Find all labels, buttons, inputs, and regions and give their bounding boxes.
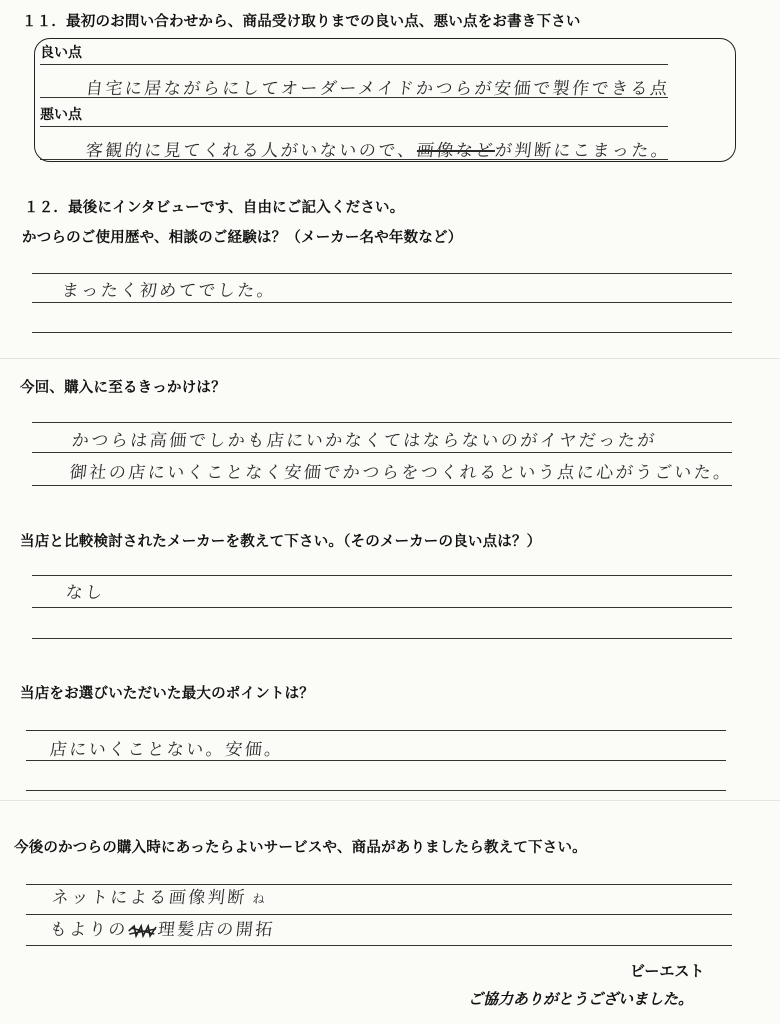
answer-line bbox=[32, 485, 732, 486]
trigger-answer-line1: かつらは高価でしかも店にいかなくてはならないのがイヤだったが bbox=[70, 431, 658, 451]
answer-line bbox=[40, 64, 668, 65]
answer-line bbox=[32, 422, 732, 423]
answer-line bbox=[26, 760, 726, 761]
answer-line bbox=[32, 607, 732, 608]
scribble-mark bbox=[127, 924, 158, 938]
q11-title: １１．最初のお問い合わせから、商品受け取りまでの良い点、悪い点をお書き下さい bbox=[22, 14, 581, 30]
bad-answer-after: が判断にこまった。 bbox=[493, 141, 672, 161]
bad-answer bbox=[85, 136, 672, 161]
service-answer-tail: ね bbox=[251, 892, 268, 906]
good-answer: 自宅に居ながらにしてオーダーメイドかつらが安価で製作できる点 bbox=[84, 79, 671, 99]
answer-line bbox=[26, 730, 726, 731]
good-label: 良い点 bbox=[40, 45, 82, 61]
answer-line bbox=[32, 575, 732, 576]
service-question: 今後のかつらの購入時にあったらよいサービスや、商品がありましたら教えて下さい。 bbox=[14, 840, 587, 856]
answer-line bbox=[40, 126, 668, 127]
answer-line bbox=[40, 97, 668, 98]
answer-line bbox=[32, 452, 732, 453]
service-answer-line1 bbox=[51, 883, 269, 908]
service-answer-line2 bbox=[49, 915, 277, 940]
thanks-message: ご協力ありがとうございました。 bbox=[468, 990, 694, 1008]
point-answer: 店にいくことない。安価。 bbox=[48, 740, 285, 760]
answer-line bbox=[32, 273, 732, 274]
paper-fold bbox=[0, 358, 780, 359]
answer-line bbox=[26, 790, 726, 791]
answer-line bbox=[32, 638, 732, 639]
answer-line bbox=[32, 332, 732, 333]
bad-answer-before: 客観的に見てくれる人がいないので、 bbox=[84, 141, 418, 161]
answer-line bbox=[40, 159, 668, 160]
point-question: 当店をお選びいただいた最大のポイントは？ bbox=[20, 686, 314, 702]
service-answer-text: ネットによる画像判断 bbox=[50, 888, 248, 908]
history-answer: まったく初めてでした。 bbox=[60, 281, 278, 301]
bad-label: 悪い点 bbox=[40, 107, 82, 123]
trigger-answer-line2: 御社の店にいくことなく安価でかつらをつくれるという点に心がうごいた。 bbox=[68, 463, 734, 483]
service-answer-after: 理髪店の開拓 bbox=[156, 920, 276, 940]
history-question: かつらのご使用歴や、相談のご経験は？（メーカー名や年数など） bbox=[22, 230, 463, 246]
paper-fold bbox=[0, 800, 780, 801]
bad-answer-struck: 画像など bbox=[415, 141, 496, 161]
answer-line bbox=[32, 302, 732, 303]
service-answer-before: もよりの bbox=[48, 920, 129, 940]
q12-title: １２．最後にインタビューです、自由にご記入ください。 bbox=[24, 200, 405, 216]
company-name: ビーエスト bbox=[630, 962, 705, 980]
trigger-question: 今回、購入に至るきっかけは？ bbox=[20, 380, 226, 396]
compare-answer: なし bbox=[64, 583, 106, 603]
answer-line bbox=[26, 945, 732, 946]
compare-question: 当店と比較検討されたメーカーを教えて下さい。（そのメーカーの良い点は？） bbox=[20, 534, 542, 550]
